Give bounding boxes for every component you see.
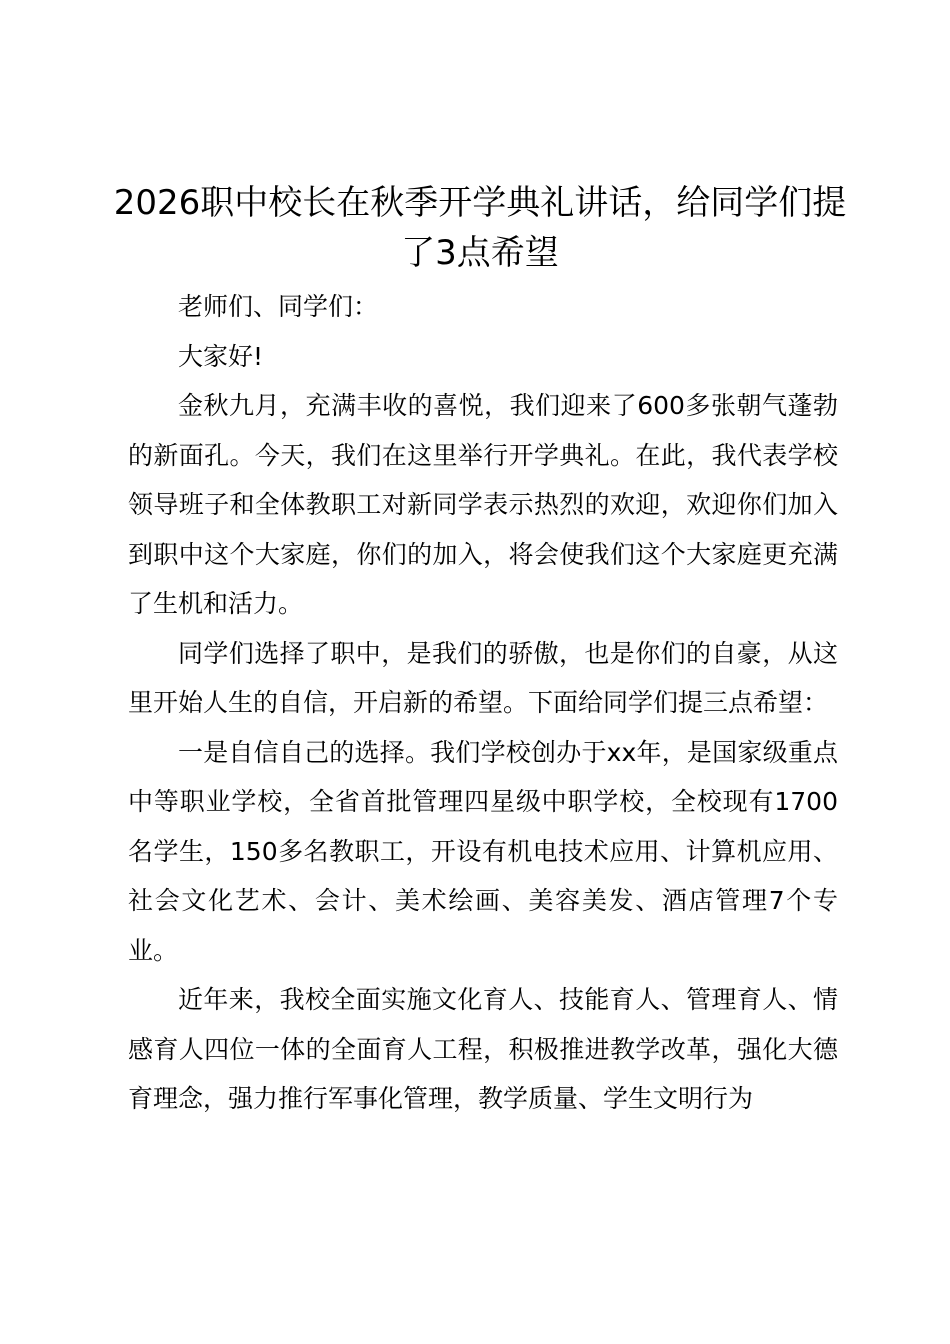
paragraph-hope-one: 一是自信自己的选择。我们学校创办于xx年，是国家级重点中等职业学校，全省首批管理四星级中职学校，全校现有1700名学生，150多名教职工，开设有机电技术应用、计算机应用、社会文化艺术、会计、美术绘画、美容美发、酒店管理7个专业。: [128, 737, 838, 965]
paragraph-recent-years: 近年来，我校全面实施文化育人、技能育人、管理育人、情感育人四位一体的全面育人工程，积极推进教学改革，强化大德育理念，强力推行军事化管理，教学质量、学生文明行为: [128, 985, 838, 1113]
paragraph-welcome: 金秋九月，充满丰收的喜悦，我们迎来了600多张朝气蓬勃的新面孔。今天，我们在这里举行开学典礼。在此，我代表学校领导班子和全体教职工对新同学表示热烈的欢迎，欢迎你们加入到职中这个大家庭，你们的加入，将会使我们这个大家庭更充满了生机和活力。: [128, 391, 838, 618]
paragraph-salutation: 老师们、同学们：: [178, 292, 379, 321]
paragraph-hopes-intro: 同学们选择了职中，是我们的骄傲，也是你们的自豪，从这里开始人生的自信，开启新的希望。下面给同学们提三点希望：: [128, 638, 838, 717]
document-body: [128, 282, 838, 1124]
paragraph-greeting: 大家好!: [178, 341, 264, 371]
document-title: 2026职中校长在秋季开学典礼讲话，给同学们提了3点希望: [113, 183, 847, 273]
